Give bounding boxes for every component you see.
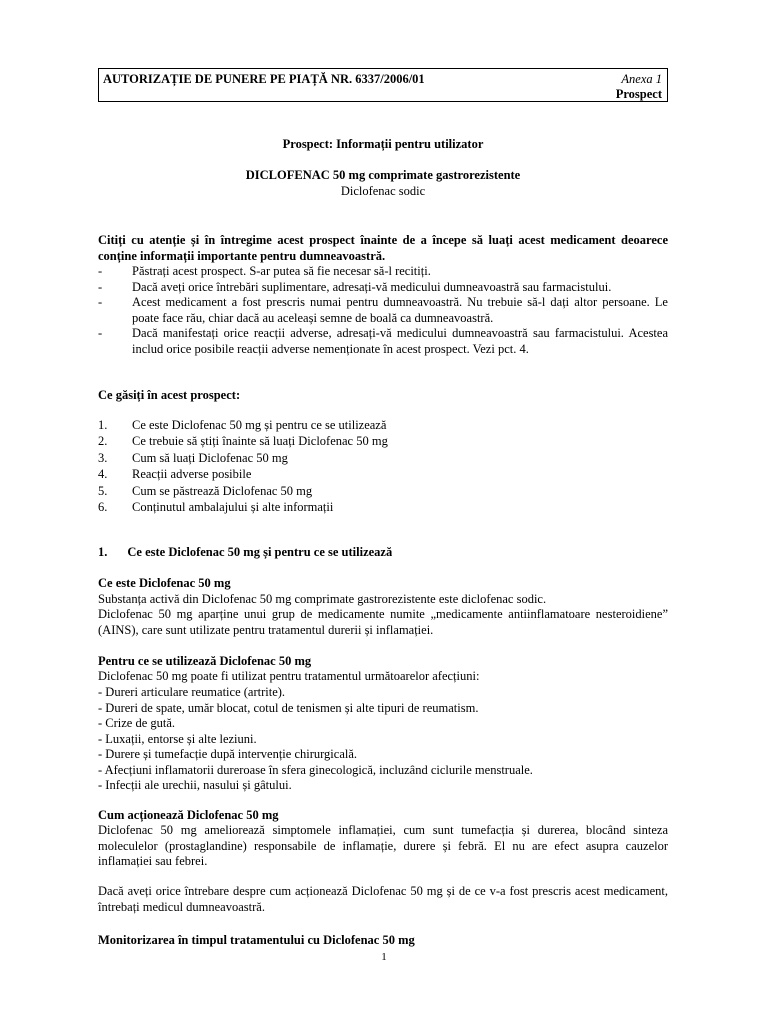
list-item: - Crize de gută. bbox=[98, 716, 176, 730]
list-item: - Dureri de spate, umăr blocat, cotul de tenismen și alte tipuri de reumatism. bbox=[98, 700, 479, 715]
warning-heading: Citiți cu atenție și în întregime acest prospect înainte de a începe să luați acest medicament deoarece conține informații importante pentru dumneavoastră. bbox=[98, 233, 668, 263]
leaflet-title: Prospect: Informații pentru utilizator bbox=[282, 137, 484, 151]
section-title: Ce este Diclofenac 50 mg și pentru ce se utilizează bbox=[127, 545, 393, 559]
annex-label: Anexa 1 bbox=[621, 72, 662, 86]
list-item: 2. Ce trebuie să știți înainte să luați Diclofenac 50 mg bbox=[98, 434, 388, 449]
what-paragraph-1: Substanța activă din Diclofenac 50 mg comprimate gastrorezistente este diclofenac sodic. bbox=[98, 592, 547, 606]
use-heading: Pentru ce se utilizează Diclofenac 50 mg bbox=[98, 654, 312, 668]
substance-name: Diclofenac sodic bbox=[340, 184, 426, 198]
list-item: - Luxații, entorse și alte leziuni. bbox=[98, 731, 257, 746]
section-number: 1. bbox=[98, 545, 108, 559]
authorization-title: AUTORIZAȚIE DE PUNERE PE PIAȚĂ NR. 6337/2006/01 bbox=[103, 72, 425, 86]
monitoring-heading: Monitorizarea în timpul tratamentului cu Diclofenac 50 mg bbox=[98, 933, 415, 947]
contents-heading: Ce găsiți în acest prospect: bbox=[98, 388, 241, 402]
list-item: - Păstrați acest prospect. S-ar putea să fie necesar să-l recitiți. bbox=[98, 264, 431, 278]
product-name: DICLOFENAC 50 mg comprimate gastrorezistente bbox=[245, 168, 521, 182]
contents-list bbox=[98, 418, 668, 516]
what-paragraph-2: Diclofenac 50 mg aparține unui grup de medicamente numite „medicamente antiinflamatoare nesteroidiene” (AINS), care sunt utilizate pentru tratamentul durerii și inflamației. bbox=[98, 607, 668, 637]
list-item: 1. Ce este Diclofenac 50 mg și pentru ce se utilizează bbox=[98, 418, 387, 432]
action-paragraph-1: Diclofenac 50 mg ameliorează simptomele inflamației, cum sunt tumefacția și durerea, blocând sinteza moleculelor (prostaglandine) responsabile de inflamație, durere și febră. El nu are efect asupra cauzelor inflamației sau febrei. bbox=[98, 823, 668, 868]
what-heading: Ce este Diclofenac 50 mg bbox=[98, 576, 231, 590]
warning-list bbox=[98, 264, 668, 357]
header-box bbox=[98, 68, 668, 102]
list-item: 5. Cum se păstrează Diclofenac 50 mg bbox=[98, 483, 313, 498]
list-item: - Acest medicament a fost prescris numai pentru dumneavoastră. Nu trebuie să-l dați altor persoane. Le poate face rău, chiar dacă au aceleași semne de boală ca dumneavoastră. bbox=[98, 295, 668, 325]
use-intro: Diclofenac 50 mg poate fi utilizat pentru tratamentul următoarelor afecțiuni: bbox=[98, 669, 480, 683]
list-item: 3. Cum să luați Diclofenac 50 mg bbox=[98, 450, 288, 465]
list-item: - Dureri articulare reumatice (artrite). bbox=[98, 685, 286, 699]
list-item: - Dacă manifestați orice reacții adverse, adresați-vă medicului dumneavoastră sau farmacistului. Acestea includ orice posibile reacții adverse nemenționate în acest prospect. Vezi pct. 4. bbox=[98, 326, 668, 356]
doc-type-label: Prospect bbox=[615, 87, 662, 101]
action-heading: Cum acționează Diclofenac 50 mg bbox=[98, 808, 279, 822]
action-paragraph-2: Dacă aveți orice întrebare despre cum acționează Diclofenac 50 mg și de ce v-a fost prescris acest medicament, întrebați medicul dumneavoastră. bbox=[98, 884, 668, 914]
list-item: - Dacă aveți orice întrebări suplimentare, adresați-vă medicului dumneavoastră sau farmacistului. bbox=[98, 279, 612, 294]
list-item: - Infecții ale urechii, nasului și gâtului. bbox=[98, 778, 292, 792]
list-item: 4. Reacții adverse posibile bbox=[98, 467, 252, 482]
page-number: 1 bbox=[381, 951, 387, 963]
use-list bbox=[98, 685, 668, 794]
list-item: 6. Conținutul ambalajului și alte informații bbox=[98, 499, 334, 514]
list-item: - Durere și tumefacție după intervenție chirurgicală. bbox=[98, 747, 358, 761]
section-1-heading bbox=[98, 545, 668, 561]
list-item: - Afecțiuni inflamatorii dureroase în sfera ginecologică, incluzând ciclurile menstruale. bbox=[98, 762, 533, 777]
